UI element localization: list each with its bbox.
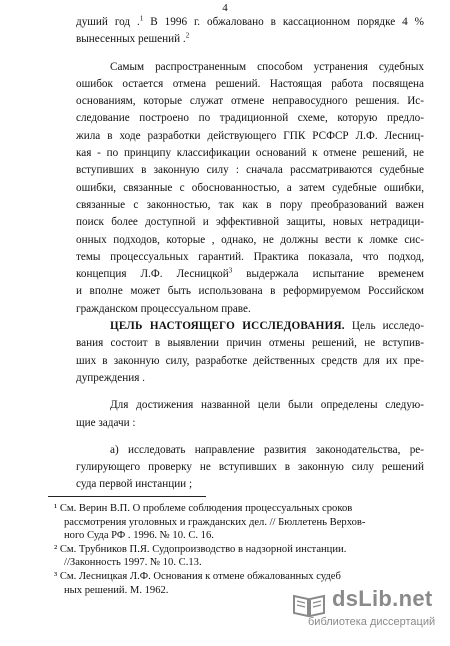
paragraph-line: гражданском процессуальном праве. [76,302,251,315]
paragraph-line: темы процессуальных гарантий. Практика показала, что подход, [76,250,424,263]
paragraph-line-before: концепция Л.Ф. Лесницкой [76,268,229,281]
footnote-1-line: ¹ См. Верин В.П. О проблеме соблюдения процессуальных сроков [54,503,353,514]
paragraph-line: следование построено по традиционной схеме, которую предло- [76,112,424,125]
footnote-ref-1: 1 [139,14,144,23]
paragraph-line: ошибок остается отмена решений. Настоящая работа посвящена [76,77,424,90]
paragraph-line-after: выдержала испытание временем [232,268,424,281]
footnote-2-line: //Законность 1997. № 10. С.13. [64,557,202,569]
footnote-separator [48,496,206,497]
footnote-ref-2: 2 [185,31,190,40]
watermark-subtitle: библиотека диссертаций [308,616,436,628]
paragraph-line: основаниям, которые служат отмене неправосудного решения. Ис- [76,95,424,108]
intro-line-2-text: вынесенных решений . [76,33,186,46]
task-a-line: а) исследовать направление развития законодательства, ре- [110,443,424,456]
main-text [76,14,424,494]
intro-line-2 [76,31,424,48]
footnotes [54,502,418,597]
goal-line: дупреждения . [76,371,145,384]
paragraph-line: вступивших в законную силу : сначала рассматриваются судебные [76,164,424,177]
intro-line-1-rest: В 1996 г. обжаловано в кассационном порядке 4 % [143,16,424,28]
book-icon [292,592,326,618]
paragraph-line: ошибки, связанные с обоснованностью, а затем судебные ошибки, [76,181,424,194]
footnote-2-line: ² См. Трубников П.Я. Судопроизводство в надзорной инстанции. [54,543,347,555]
tasks-intro-line: Для достижения названной цели были определены следую- [110,399,424,412]
paragraph-line: поиск более доступной и эффективной защиты, новых нетрадици- [76,216,424,229]
intro-line-1 [76,14,424,31]
footnote-ref-3: 3 [228,266,233,275]
goal-first-rest: Цель исследо- [344,320,424,333]
paragraph-line: и вполне может быть использована в реформируемом Российском [76,285,424,298]
page-number: 4 [222,2,228,14]
paragraph-line: Самым распространенным способом устранения судебных [110,60,424,73]
paragraph-line: связанные с законностью, так как в пору преобразований важен [76,198,424,211]
goal-line: вания состоит в выявлении причин отмены решений, не вступив- [76,337,424,350]
paragraph-line: кая - по принципу классификации оснований к отмене решений, не [76,147,424,160]
task-a-line: суда первой инстанции ; [76,478,193,491]
footnote-3-line: ных решений. М. 1962. [64,584,169,596]
goal-heading: ЦЕЛЬ НАСТОЯЩЕГО ИССЛЕДОВАНИЯ. [110,320,345,333]
footnote-3-line: ³ См. Лесницкая Л.Ф. Основания к отмене обжалованных судеб [54,570,341,582]
tasks-intro-line: щие задачи : [76,416,136,429]
task-a-line: гулирующего проверку не вступивших в законную силу решений [76,461,424,474]
footnote-1-line: ного Суда РФ . 1996. № 10. С. 16. [64,530,214,542]
goal-first-line [76,318,424,335]
paragraph-line-with-ref [76,266,424,283]
watermark [292,586,442,636]
paragraph-line: онных подходов, которые , однако, не должны вести к ломке сис- [76,233,424,246]
watermark-title: dsLib.net [332,586,433,611]
paragraph-line: жила в ходе разработки действующего ГПК РСФСР Л.Ф. Лесниц- [76,129,424,142]
goal-line: ших в законную силу, разработке действенных средств для их пре- [76,354,424,367]
footnote-1-line: рассмотрения уголовных и гражданских дел. // Бюллетень Верхов- [64,516,366,528]
intro-line-1-text: душий год . [76,16,140,28]
